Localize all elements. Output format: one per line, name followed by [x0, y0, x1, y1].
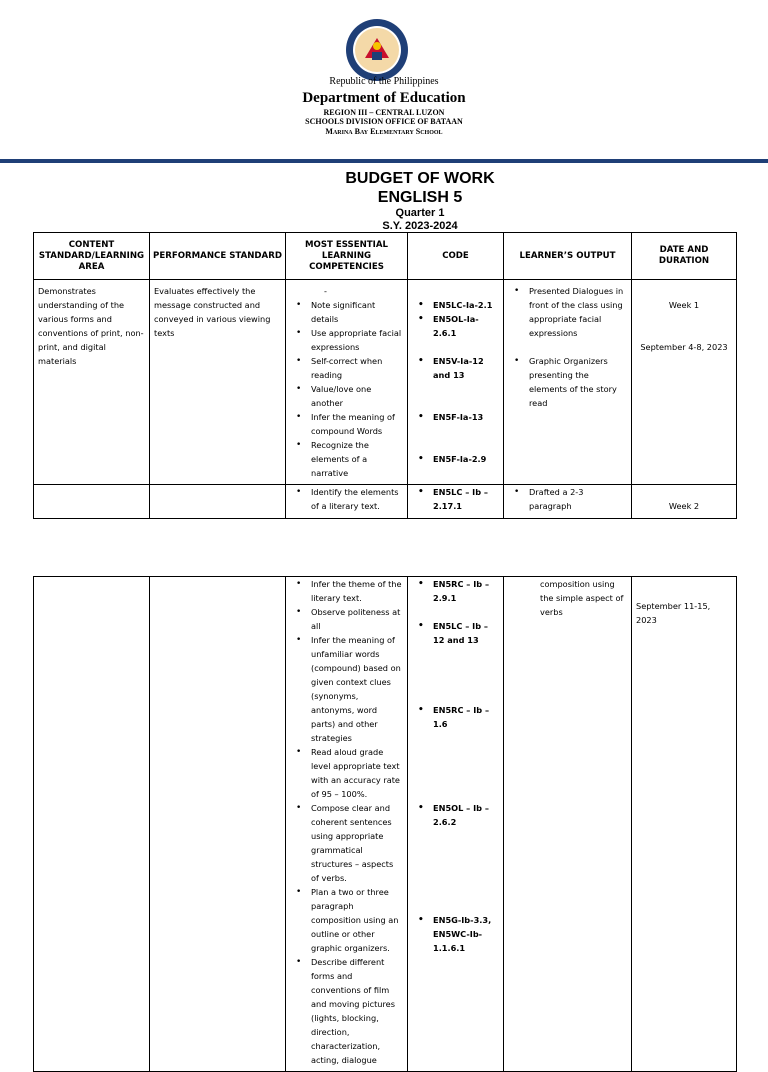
code-list: [412, 485, 499, 513]
quarter-label: Quarter 1: [395, 207, 445, 219]
performance-standard-text: Evaluates effectively the message constructed and conveyed in various viewing texts: [154, 286, 271, 338]
header-melc: MOST ESSENTIAL LEARNING COMPETENCIES: [286, 233, 408, 280]
list-item: • Infer the theme of the literary text.: [290, 577, 403, 605]
table-row: [34, 485, 737, 519]
table-header-row: [34, 233, 737, 280]
list-item: • Infer the meaning of compound Words: [290, 410, 403, 438]
melc-list: [290, 485, 403, 513]
week-label: Week 1: [668, 300, 700, 310]
list-item: • Read aloud grade level appropriate text with an accuracy rate of 95 – 100%.: [290, 745, 403, 801]
header-code: CODE: [408, 233, 504, 280]
list-item: • Drafted a 2-3 paragraph: [508, 485, 627, 513]
list-item: • Note significant details: [290, 298, 403, 326]
list-item: • Value/love one another: [290, 382, 403, 410]
division-line: SCHOOLS DIVISION OFFICE OF BATAAN: [305, 117, 463, 126]
week-label: Week 2: [668, 501, 700, 511]
list-item: • Infer the meaning of unfamiliar words (compound) based on given context clues (synonyms, antonyms, word parts) and other strategies: [290, 633, 403, 745]
list-item: • EN5F-Ia-13: [412, 410, 499, 424]
list-item: • EN5RC – Ib – 1.6: [412, 703, 499, 731]
header-content-standard: CONTENT STANDARD/LEARNING AREA: [34, 233, 150, 280]
list-item: • Recognize the elements of a narrative: [290, 438, 403, 480]
list-item: • Identify the elements of a literary text.: [290, 485, 403, 513]
republic-line: Republic of the Philippines: [329, 76, 439, 87]
output-list: [508, 485, 627, 513]
content-standard-text: Demonstrates understanding of the various forms and conventions of print, non-print, and digital materials: [38, 286, 144, 366]
melc-list: [290, 298, 403, 480]
list-item: • Plan a two or three paragraph composition using an outline or other graphic organizers.: [290, 885, 403, 955]
list-item: • EN5G-Ib-3.3, EN5WC-Ib-1.1.6.1: [412, 913, 499, 955]
header-divider: [0, 159, 768, 163]
deped-seal-icon: [345, 18, 409, 82]
list-item: • EN5LC-Ia-2.1: [412, 298, 499, 312]
list-item: • EN5RC – Ib – 2.9.1: [412, 577, 499, 605]
melc-dash: -: [324, 286, 327, 296]
document-title: BUDGET OF WORK: [345, 170, 495, 187]
date-range: September 11-15, 2023: [636, 601, 711, 625]
list-item: • Presented Dialogues in front of the class using appropriate facial expressions: [508, 284, 627, 340]
list-item: • Describe different forms and conventions of film and moving pictures (lights, blocking, direction, characterization, acting, dialogue: [290, 955, 403, 1067]
budget-table-page2: [33, 576, 737, 1072]
table-row: [34, 280, 737, 485]
header-performance-standard: PERFORMANCE STANDARD: [150, 233, 286, 280]
school-line: Marina Bay Elementary School: [325, 127, 443, 136]
header-learners-output: LEARNER’S OUTPUT: [504, 233, 632, 280]
melc-list: [290, 577, 403, 1067]
list-item: • Compose clear and coherent sentences using appropriate grammatical structures – aspects of verbs.: [290, 801, 403, 885]
list-item: • Observe politeness at all: [290, 605, 403, 633]
list-item: • Self-correct when reading: [290, 354, 403, 382]
subject-title: ENGLISH 5: [377, 189, 463, 206]
list-item: • EN5OL – Ib – 2.6.2: [412, 801, 499, 829]
output-list: [508, 284, 627, 410]
list-item: • EN5V-Ia-12 and 13: [412, 354, 499, 382]
list-item: • EN5OL-Ia-2.6.1: [412, 312, 499, 340]
department-name: Department of Education: [302, 90, 466, 106]
list-item: • Use appropriate facial expressions: [290, 326, 403, 354]
list-item: • EN5LC – Ib – 12 and 13: [412, 619, 499, 647]
list-item: • EN5LC – Ib – 2.17.1: [412, 485, 499, 513]
list-item: • Graphic Organizers presenting the elements of the story read: [508, 354, 627, 410]
list-item: • EN5F-Ia-2.9: [412, 452, 499, 466]
code-list: [412, 577, 499, 955]
header-date-duration: DATE AND DURATION: [632, 233, 737, 280]
budget-table-page1: [33, 232, 737, 519]
letterhead: [0, 0, 768, 165]
school-year-label: S.Y. 2023-2024: [382, 220, 458, 232]
table-row: [34, 577, 737, 1072]
code-list: [412, 298, 499, 466]
region-line: REGION III – CENTRAL LUZON: [323, 108, 445, 117]
date-range: September 4-8, 2023: [640, 342, 728, 352]
output-text: composition using the simple aspect of verbs: [540, 579, 624, 617]
